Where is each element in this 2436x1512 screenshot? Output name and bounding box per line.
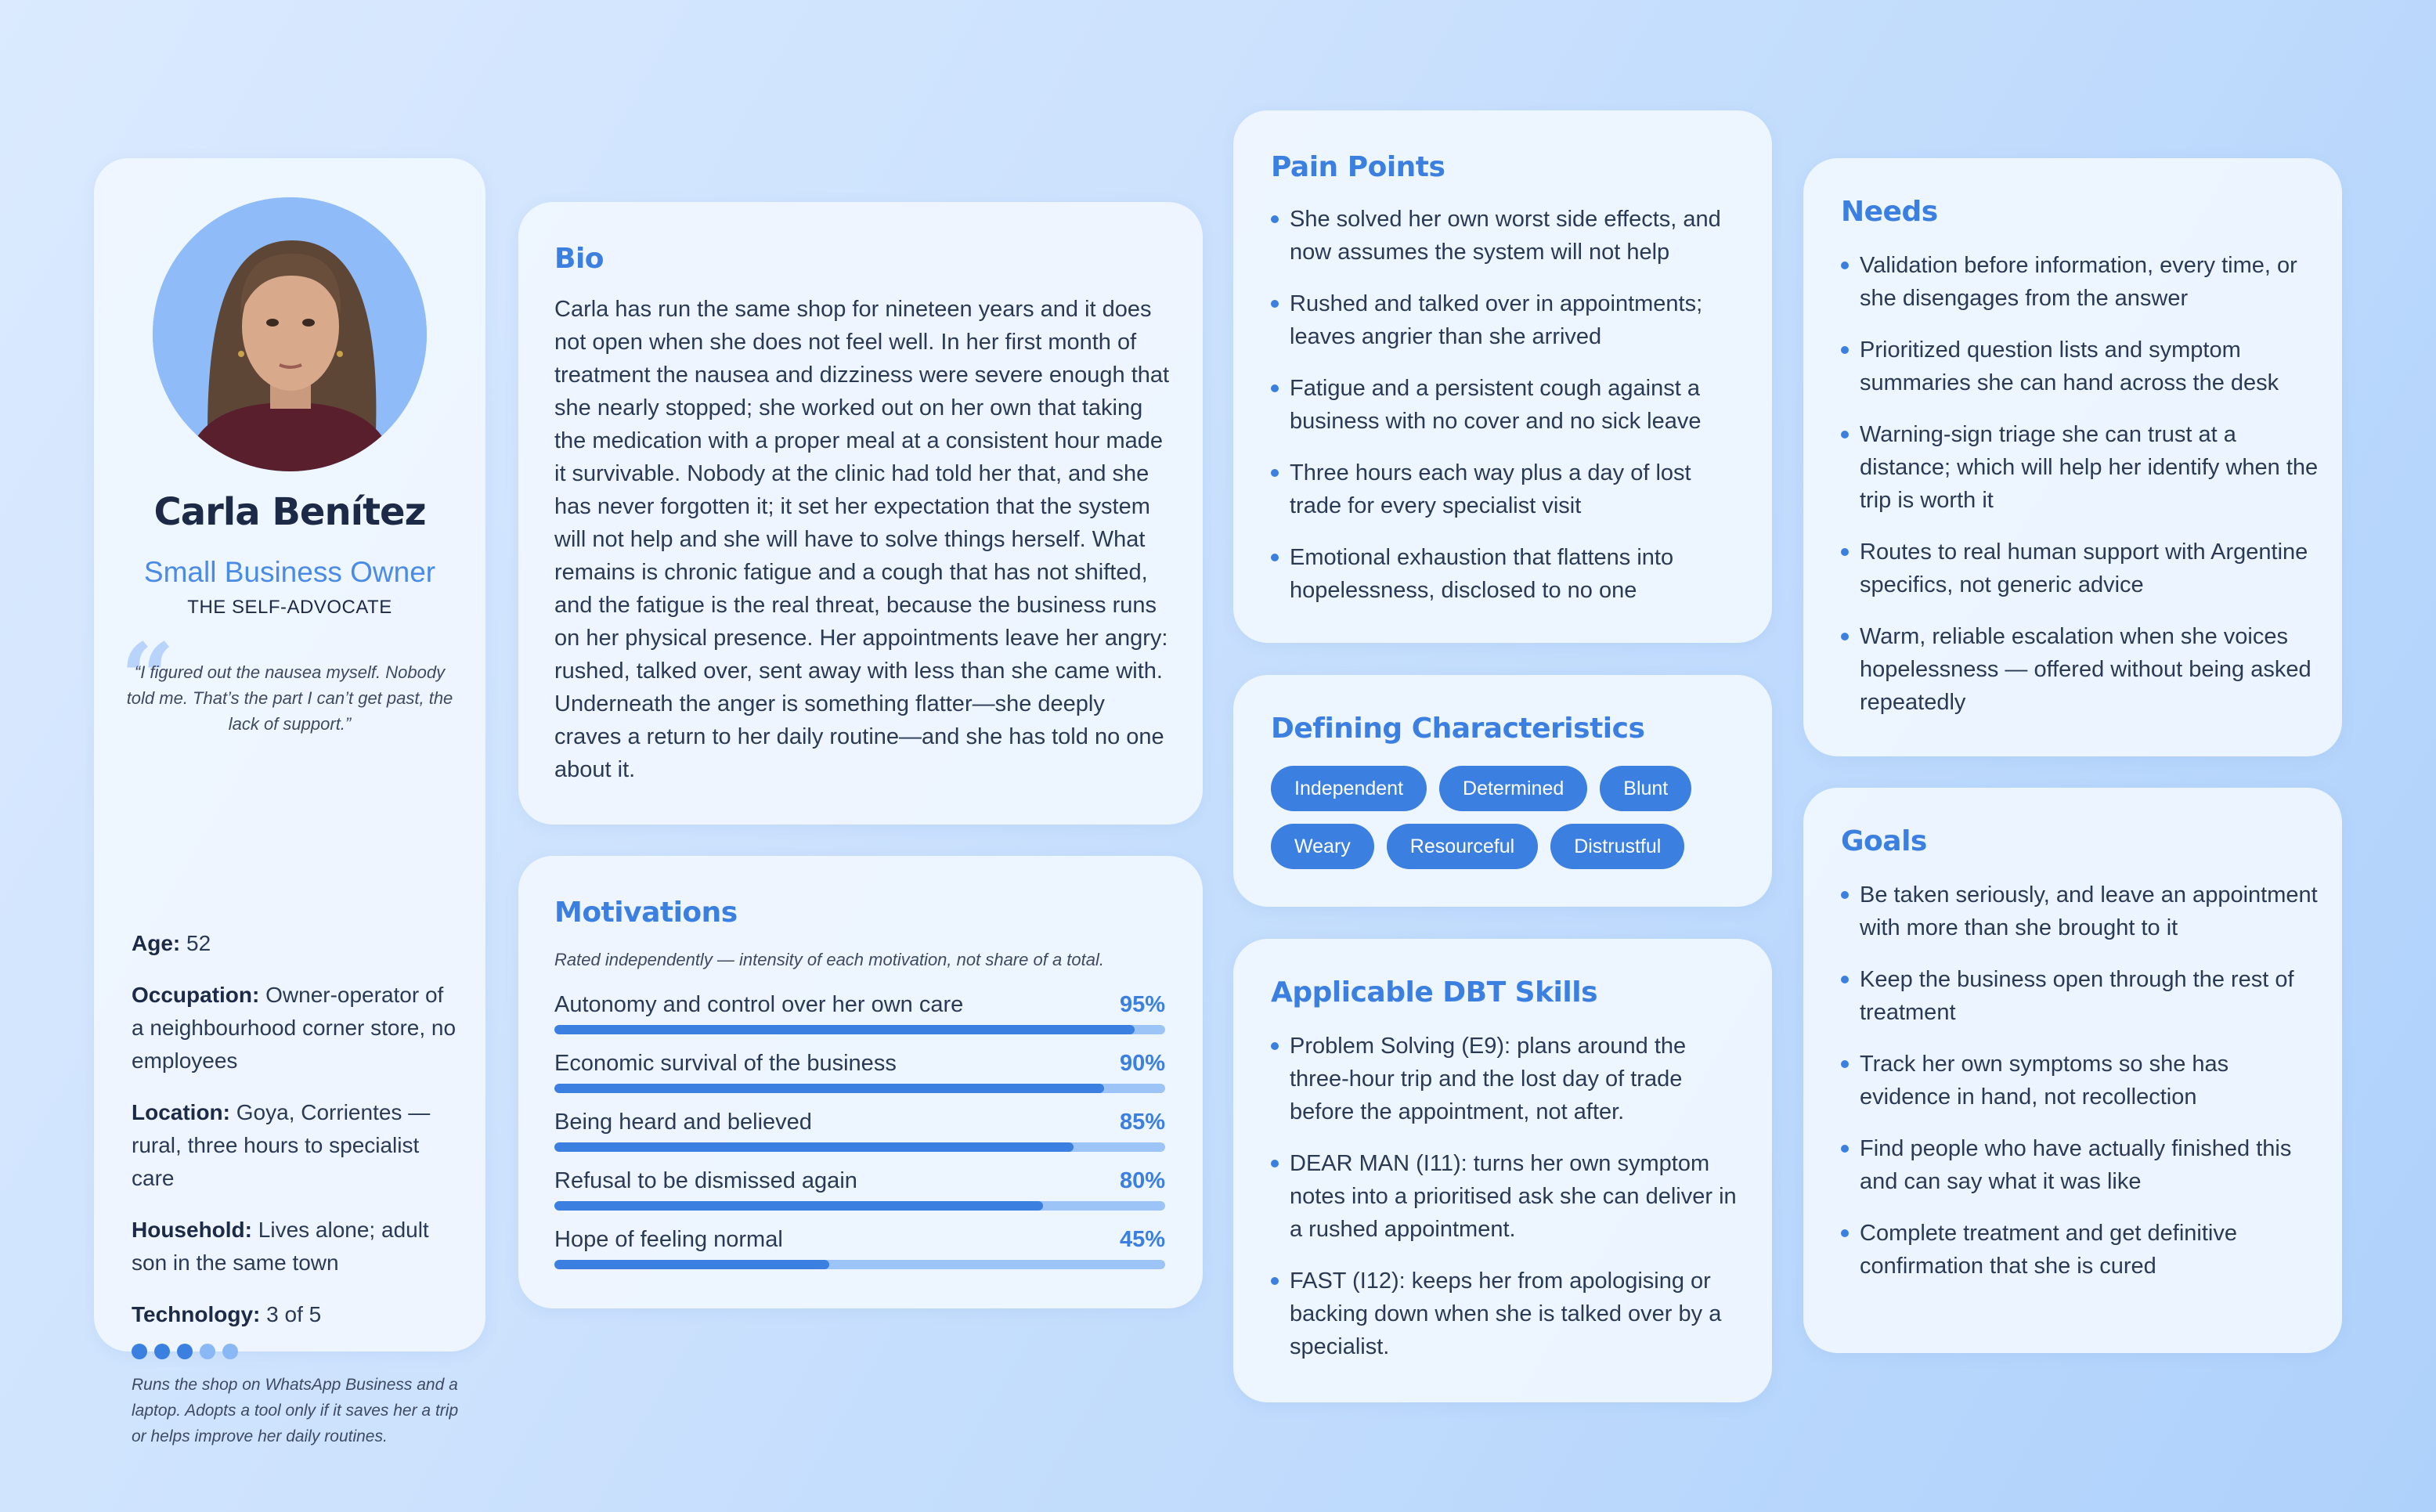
persona-facts xyxy=(132,927,460,1350)
dbt-skills-heading: Applicable DBT Skills xyxy=(1271,976,1597,1009)
quote-mark-icon: “ xyxy=(121,622,175,733)
trait-tag: Independent xyxy=(1271,766,1427,811)
dbt-skill-item: FAST (I12): keeps her from apologising or backing down when she is talked over by a specialist. xyxy=(1271,1265,1741,1363)
bio-text: Carla has run the same shop for nineteen years and it does not open when she does not feel well. In her first month of treatment the nausea and dizziness were severe enough that she nearly stopped; she worked out on her own that taking the medication with a proper meal at a consistent hour made it survivable. Nobody at the clinic had told her that, and she has never forgotten it; it set her expectation that the system will not help and she will have to solve things herself. What remains is chronic fatigue and a cough that has not shifted, and the fatigue is the real threat, because the business runs on her physical presence. Her appointments leave her angry: rushed, talked over, sent away with less than she came with. Underneath the anger is something flatter—she deeply craves a return to her daily routine—and she has told no one about it. xyxy=(554,297,1170,782)
persona-quote: “I figured out the nausea myself. Nobody told me. That’s the part I can’t get past, the lack of support.” xyxy=(126,662,453,734)
goal-item: Be taken seriously, and leave an appointment with more than she brought to it xyxy=(1841,879,2319,944)
goals-list xyxy=(1841,879,2319,1301)
fact-value: Lives alone; adult son in the same town xyxy=(132,1218,429,1275)
persona-archetype: THE SELF-ADVOCATE xyxy=(187,597,392,618)
trait-tag: Weary xyxy=(1271,824,1374,869)
motivations-card xyxy=(518,856,1203,1308)
need-item: Prioritized question lists and symptom summaries she can hand across the desk xyxy=(1841,334,2319,399)
motivation-label: Economic survival of the business xyxy=(554,1051,897,1076)
goal-item: Find people who have actually finished this and can say what it was like xyxy=(1841,1132,2319,1198)
motivation-value: 45% xyxy=(1119,1227,1165,1252)
pain-point-item: Rushed and talked over in appointments; leaves angrier than she arrived xyxy=(1271,287,1741,353)
need-item: Warm, reliable escalation when she voices hopelessness — offered without being asked repeatedly xyxy=(1841,620,2319,719)
avatar xyxy=(153,197,427,471)
pain-points-card xyxy=(1233,110,1772,643)
fact-value: Owner-operator of a neighbourhood corner store, no employees xyxy=(132,983,457,1073)
motivations-note: Rated independently — intensity of each motivation, not share of a total. xyxy=(554,950,1104,969)
motivation-label: Being heard and believed xyxy=(554,1110,812,1135)
bio-card xyxy=(518,202,1203,825)
rating-dot xyxy=(154,1344,170,1359)
pain-point-item: Fatigue and a persistent cough against a business with no cover and no sick leave xyxy=(1271,372,1741,438)
trait-tag: Resourceful xyxy=(1387,824,1538,869)
motivation-value: 85% xyxy=(1119,1110,1165,1135)
need-item: Routes to real human support with Argentine specifics, not generic advice xyxy=(1841,536,2319,601)
motivation-row xyxy=(554,992,1165,1039)
rating-dot xyxy=(177,1344,193,1359)
motivation-bar-fill xyxy=(554,1201,1043,1211)
fact-value: Goya, Corrientes — rural, three hours to specialist care xyxy=(132,1100,431,1190)
dbt-skills-list xyxy=(1271,1030,1741,1382)
need-item: Warning-sign triage she can trust at a distance; which will help her identify when the trip is worth it xyxy=(1841,418,2319,517)
pain-point-item: She solved her own worst side effects, and now assumes the system will not help xyxy=(1271,203,1741,269)
motivation-value: 95% xyxy=(1119,992,1165,1017)
fact-location xyxy=(132,1096,460,1195)
rating-dot xyxy=(132,1344,147,1359)
motivation-bar-fill xyxy=(554,1084,1104,1093)
trait-tag: Blunt xyxy=(1600,766,1691,811)
goals-heading: Goals xyxy=(1841,825,1927,857)
fact-label: Location: xyxy=(132,1100,230,1124)
motivation-label: Refusal to be dismissed again xyxy=(554,1168,857,1193)
motivation-label: Hope of feeling normal xyxy=(554,1227,783,1252)
fact-value: 52 xyxy=(180,931,211,955)
fact-value: 3 of 5 xyxy=(260,1302,322,1326)
fact-label: Technology: xyxy=(132,1302,261,1326)
dbt-skill-item: Problem Solving (E9): plans around the three-hour trip and the lost day of trade before the appointment, not after. xyxy=(1271,1030,1741,1128)
goal-item: Track her own symptoms so she has evidence in hand, not recollection xyxy=(1841,1048,2319,1113)
pain-points-list xyxy=(1271,203,1741,626)
motivation-bar xyxy=(554,1025,1165,1034)
motivation-bar-fill xyxy=(554,1025,1135,1034)
trait-tag: Determined xyxy=(1439,766,1587,811)
persona-name: Carla Benítez xyxy=(153,490,426,534)
rating-dot xyxy=(222,1344,238,1359)
motivation-row xyxy=(554,1168,1165,1215)
motivation-bar xyxy=(554,1142,1165,1152)
pain-point-item: Three hours each way plus a day of lost trade for every specialist visit xyxy=(1271,456,1741,522)
fact-occupation xyxy=(132,979,460,1077)
fact-age xyxy=(132,927,460,960)
characteristics-tags xyxy=(1271,766,1741,869)
fact-technology xyxy=(132,1298,460,1331)
bio-heading: Bio xyxy=(554,243,604,275)
fact-label: Occupation: xyxy=(132,983,260,1007)
persona-role: Small Business Owner xyxy=(143,556,436,588)
needs-card xyxy=(1803,158,2342,756)
motivation-bar xyxy=(554,1260,1165,1269)
fact-label: Age: xyxy=(132,931,181,955)
motivation-value: 90% xyxy=(1119,1051,1165,1076)
goal-item: Keep the business open through the rest of treatment xyxy=(1841,963,2319,1029)
needs-heading: Needs xyxy=(1841,196,1938,228)
portrait-image xyxy=(153,197,427,471)
motivation-bar xyxy=(554,1201,1165,1211)
technology-rating xyxy=(132,1344,238,1359)
characteristics-heading: Defining Characteristics xyxy=(1271,713,1645,745)
needs-list xyxy=(1841,249,2319,738)
goals-card xyxy=(1803,788,2342,1353)
trait-tag: Distrustful xyxy=(1550,824,1684,869)
motivation-row xyxy=(554,1227,1165,1274)
fact-label: Household: xyxy=(132,1218,252,1242)
motivation-label: Autonomy and control over her own care xyxy=(554,992,964,1017)
motivation-bar-fill xyxy=(554,1260,829,1269)
motivation-row xyxy=(554,1110,1165,1157)
motivation-value: 80% xyxy=(1119,1168,1165,1193)
technology-note: Runs the shop on WhatsApp Business and a laptop. Adopts a tool only if it saves her a trip or helps improve her daily routines. xyxy=(132,1376,459,1445)
dbt-skills-card xyxy=(1233,939,1772,1402)
motivation-bar xyxy=(554,1084,1165,1093)
motivation-row xyxy=(554,1051,1165,1098)
rating-dot xyxy=(200,1344,215,1359)
need-item: Validation before information, every time, or she disengages from the answer xyxy=(1841,249,2319,315)
pain-point-item: Emotional exhaustion that flattens into hopelessness, disclosed to no one xyxy=(1271,541,1741,607)
fact-household xyxy=(132,1214,460,1279)
characteristics-card xyxy=(1233,675,1772,907)
motivation-bar-fill xyxy=(554,1142,1074,1152)
dbt-skill-item: DEAR MAN (I11): turns her own symptom notes into a prioritised ask she can deliver in a rushed appointment. xyxy=(1271,1147,1741,1246)
pain-points-heading: Pain Points xyxy=(1271,151,1445,183)
motivations-heading: Motivations xyxy=(554,897,738,929)
profile-card xyxy=(94,158,485,1445)
goal-item: Complete treatment and get definitive confirmation that she is cured xyxy=(1841,1217,2319,1283)
